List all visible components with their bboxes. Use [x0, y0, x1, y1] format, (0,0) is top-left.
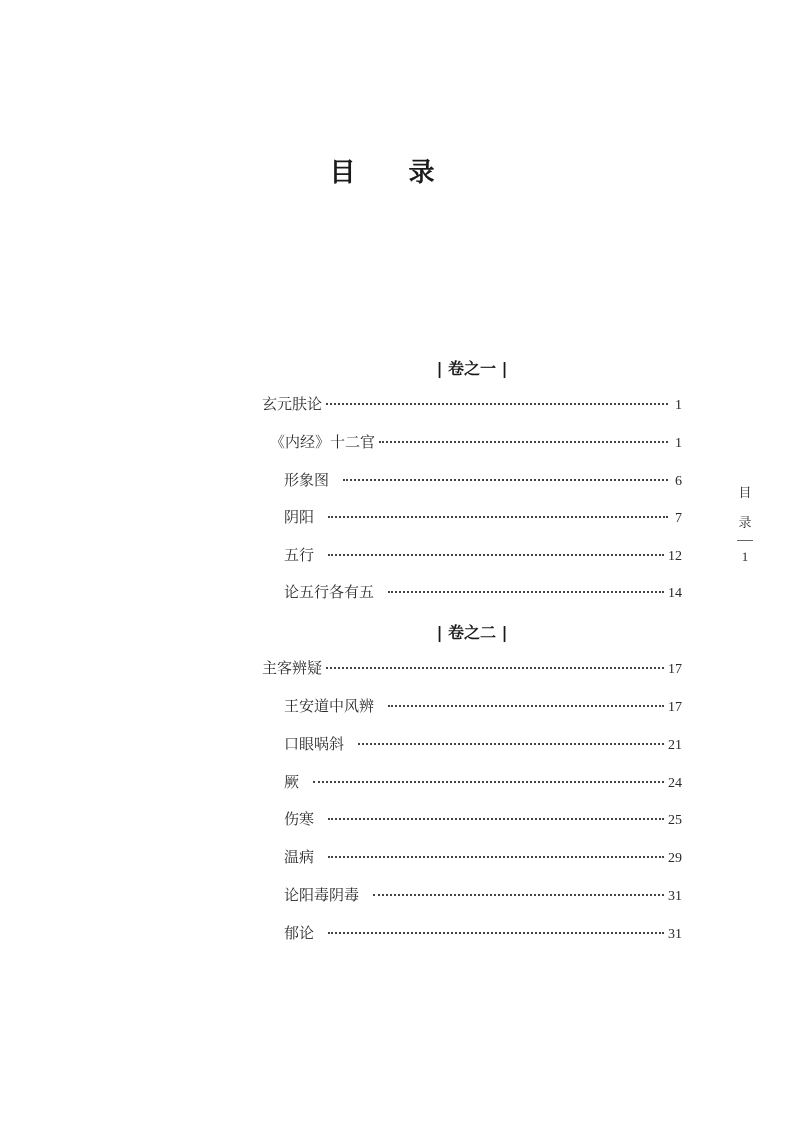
- leader-dots: [358, 743, 664, 745]
- toc-entry-page: 17: [668, 662, 682, 677]
- toc-entry-page: 7: [675, 511, 682, 526]
- toc-entry-page: 17: [668, 700, 682, 715]
- toc-entry-14[interactable]: [284, 921, 682, 945]
- toc-entry-page: 14: [668, 586, 682, 601]
- toc-entry-10[interactable]: [284, 770, 682, 794]
- toc-entry-label: 《内经》十二官: [270, 433, 376, 451]
- side-char-2: 录: [738, 516, 752, 531]
- leader-dots: [313, 781, 664, 783]
- leader-dots: [328, 932, 664, 934]
- leader-dots: [328, 554, 664, 556]
- leader-dots: [379, 441, 668, 443]
- leader-dots: [343, 479, 668, 481]
- toc-entry-label: 五行: [284, 546, 315, 564]
- toc-entry-label: 厥: [284, 773, 300, 791]
- toc-entry-6[interactable]: [284, 580, 682, 604]
- volume-heading-2: | 卷之二 |: [436, 623, 508, 642]
- toc-entry-label: 温病: [284, 848, 315, 866]
- toc-entry-2[interactable]: [270, 430, 682, 454]
- toc-entry-page: 12: [668, 549, 682, 564]
- toc-entry-label: 论五行各有五: [284, 583, 375, 601]
- toc-entry-label: 玄元肤论: [262, 395, 323, 413]
- toc-entry-5[interactable]: [284, 543, 682, 567]
- volume-heading-1: | 卷之一 |: [436, 359, 508, 378]
- side-divider: [737, 540, 753, 541]
- page-title: 目 录: [329, 158, 457, 188]
- toc-entry-9[interactable]: [284, 732, 682, 756]
- toc-entry-label: 口眼㖞斜: [284, 735, 345, 753]
- toc-entry-12[interactable]: [284, 845, 682, 869]
- toc-entry-13[interactable]: [284, 883, 682, 907]
- toc-entry-3[interactable]: [284, 468, 682, 492]
- toc-entry-page: 25: [668, 813, 682, 828]
- toc-entry-11[interactable]: [284, 807, 682, 831]
- toc-entry-page: 6: [675, 474, 682, 489]
- toc-entry-page: 31: [668, 889, 682, 904]
- leader-dots: [326, 667, 664, 669]
- toc-entry-label: 论阳毒阴毒: [284, 886, 360, 904]
- leader-dots: [388, 591, 664, 593]
- toc-entry-7[interactable]: [262, 656, 682, 680]
- leader-dots: [373, 894, 664, 896]
- toc-entry-label: 王安道中风辨: [284, 697, 375, 715]
- toc-entry-4[interactable]: [284, 505, 682, 529]
- toc-entry-page: 24: [668, 776, 682, 791]
- side-running-header: [730, 484, 760, 565]
- toc-entry-label: 主客辨疑: [262, 659, 323, 677]
- toc-entry-1[interactable]: [262, 392, 682, 416]
- toc-entry-page: 1: [675, 398, 682, 413]
- toc-entry-page: 31: [668, 927, 682, 942]
- toc-entry-label: 伤寒: [284, 810, 315, 828]
- toc-entry-label: 形象图: [284, 471, 330, 489]
- side-page-number: 1: [741, 549, 749, 564]
- toc-entry-label: 郁论: [284, 924, 315, 942]
- leader-dots: [388, 705, 664, 707]
- leader-dots: [328, 818, 664, 820]
- leader-dots: [328, 516, 668, 518]
- toc-entry-page: 1: [675, 436, 682, 451]
- toc-entry-page: 29: [668, 851, 682, 866]
- toc-entry-8[interactable]: [284, 694, 682, 718]
- leader-dots: [328, 856, 664, 858]
- toc-entry-label: 阴阳: [284, 508, 315, 526]
- side-char-1: 目: [738, 486, 752, 501]
- leader-dots: [326, 403, 668, 405]
- toc-entry-page: 21: [668, 738, 682, 753]
